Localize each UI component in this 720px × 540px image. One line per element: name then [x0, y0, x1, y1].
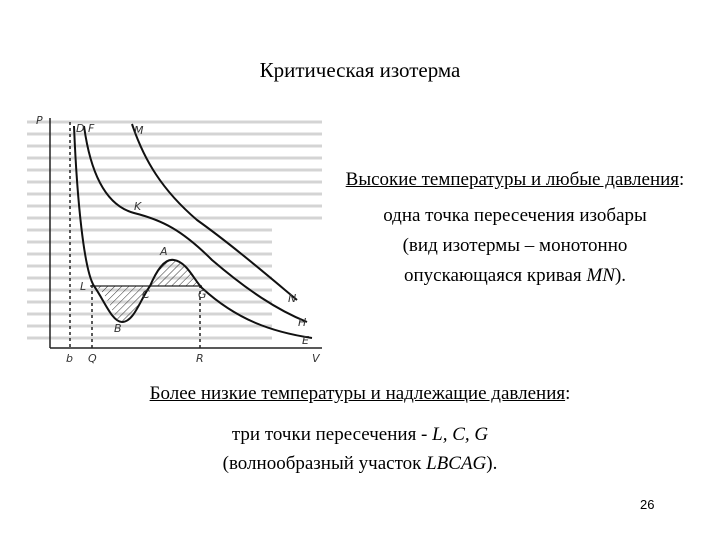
high-temp-heading-text: Высокие температуры и любые давления — [345, 169, 680, 190]
label-k: K — [134, 200, 142, 213]
isotherm-svg — [22, 110, 332, 370]
label-f: F — [88, 122, 95, 135]
high-temperature-block — [330, 165, 700, 291]
label-v: V — [312, 352, 320, 365]
high-temp-line2: (вид изотермы – монотонно — [402, 235, 628, 256]
high-temp-line3 — [330, 261, 700, 291]
low-temp-line2 — [0, 449, 720, 478]
slide-title: Критическая изотерма — [259, 58, 461, 82]
high-temp-heading-colon: : — [679, 169, 685, 190]
label-r: R — [196, 352, 204, 365]
low-temp-heading-colon: : — [565, 383, 571, 404]
label-l: L — [80, 280, 87, 293]
label-a: A — [160, 245, 168, 258]
label-d: D — [76, 122, 85, 135]
low-temperature-body — [0, 420, 720, 478]
label-p: P — [36, 114, 43, 127]
label-e: E — [302, 334, 309, 347]
low-temp-line1-italic: L, C, G — [432, 424, 489, 445]
low-temp-line2-start: (волнообразный участок — [222, 453, 427, 474]
label-q: Q — [88, 352, 97, 365]
low-temp-line2-italic: LBCAG — [426, 453, 487, 474]
low-temp-line2-end: ). — [486, 453, 498, 474]
low-temp-heading-text: Более низкие температуры и надлежащие давления — [149, 383, 566, 404]
label-g: G — [198, 288, 207, 301]
high-temp-line3-start: опускающаяся кривая — [403, 265, 587, 286]
label-c: C — [142, 288, 150, 301]
high-temp-line1: одна точка пересечения изобары — [383, 205, 647, 226]
low-temp-line1-start: три точки пересечения - — [231, 424, 433, 445]
label-b-point: B — [114, 322, 122, 335]
high-temp-line3-end: ). — [614, 265, 627, 286]
label-h: H — [298, 316, 307, 329]
label-m: M — [134, 124, 144, 137]
low-temperature-heading — [0, 383, 720, 405]
isotherm-diagram — [22, 110, 332, 370]
low-temp-line1 — [0, 420, 720, 449]
page-number: 26 — [640, 497, 655, 512]
high-temp-heading — [330, 165, 700, 195]
high-temp-line3-italic: MN — [586, 265, 615, 286]
label-n: N — [288, 292, 297, 305]
label-b: b — [66, 352, 73, 365]
